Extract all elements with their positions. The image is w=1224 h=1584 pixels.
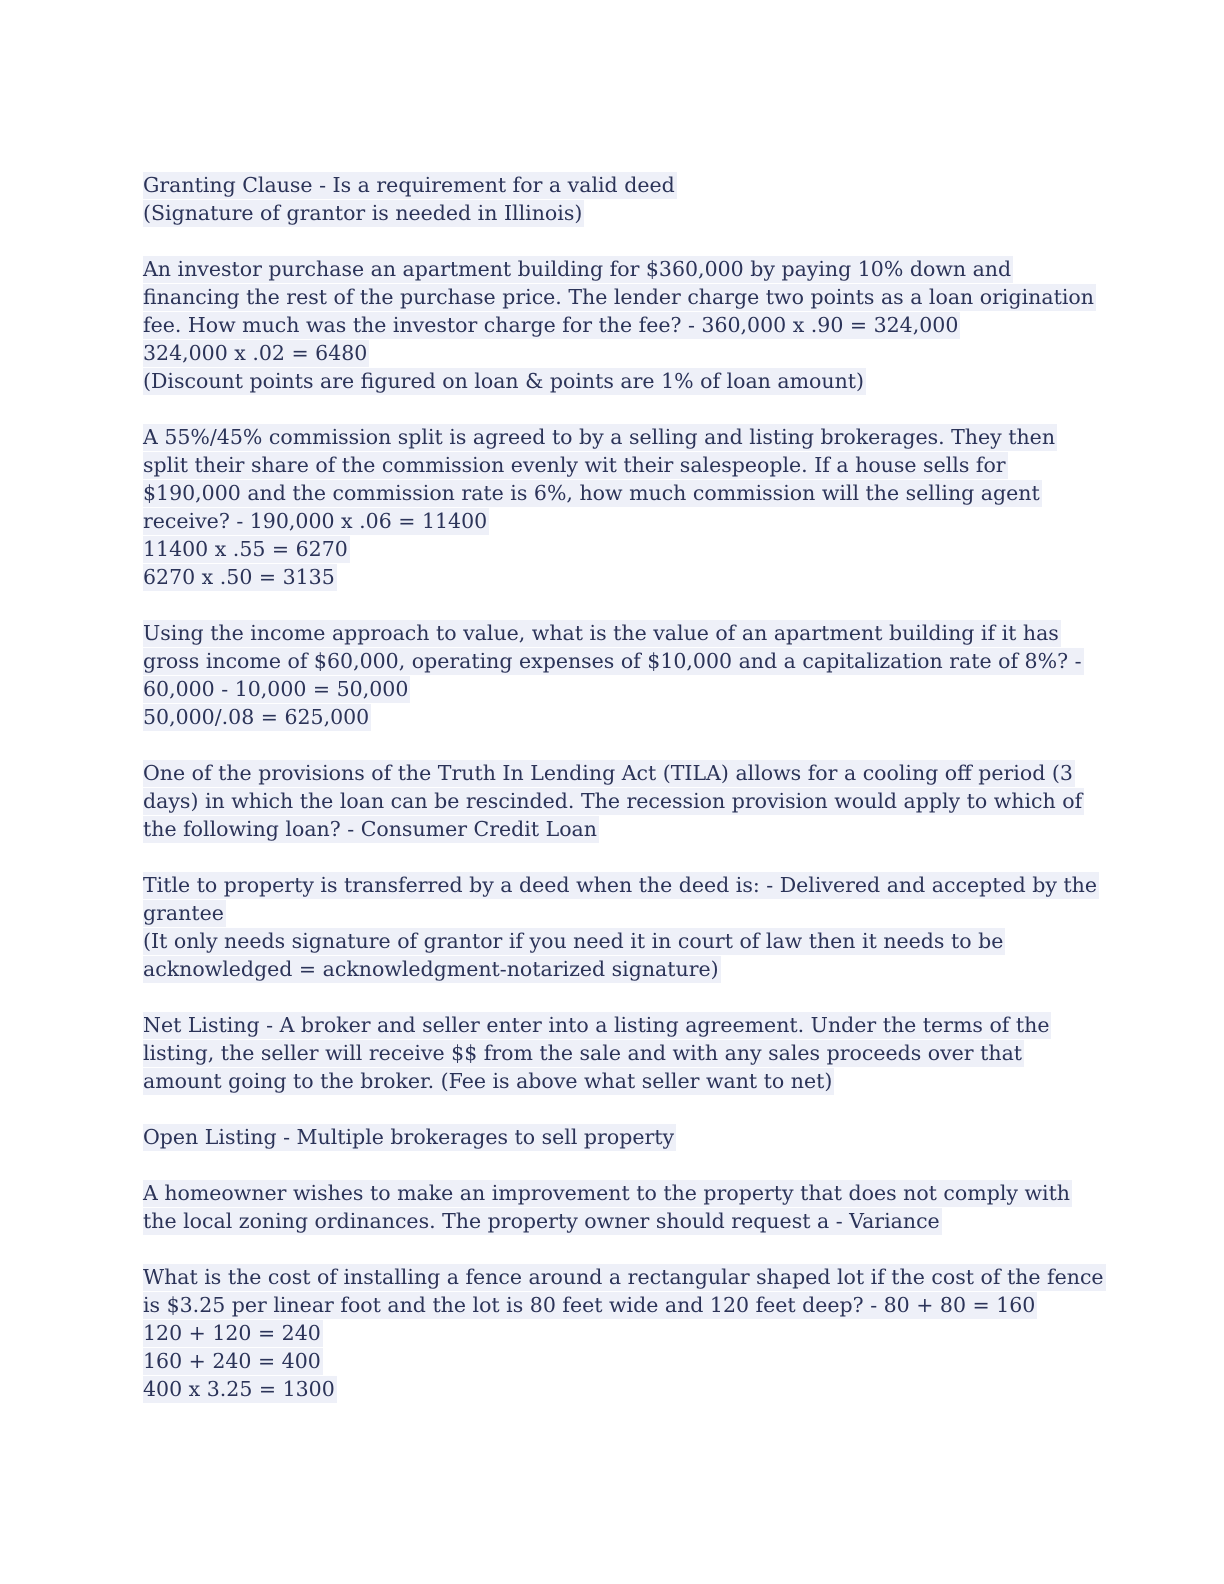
text-line: Using the income approach to value, what is the value of an apartment building if it has (143, 621, 1059, 645)
text-line: 60,000 - 10,000 = 50,000 (143, 677, 409, 701)
text-line: amount going to the broker. (Fee is above what seller want to net) (143, 1069, 833, 1093)
note-loan-points (143, 255, 1094, 395)
document-page (143, 171, 1104, 1431)
text-line: (Signature of grantor is needed in Illinois) (143, 201, 583, 225)
note-net-listing (143, 1011, 1083, 1095)
text-line: is $3.25 per linear foot and the lot is 80 feet wide and 120 feet deep? - 80 + 80 = 160 (143, 1293, 1036, 1317)
text-line: Net Listing - A broker and seller enter into a listing agreement. Under the terms of the (143, 1013, 1050, 1037)
note-income-approach (143, 619, 1083, 731)
text-line: financing the rest of the purchase price. The lender charge two points as a loan origination (143, 285, 1094, 309)
text-line: One of the provisions of the Truth In Lending Act (TILA) allows for a cooling off period (3 (143, 761, 1073, 785)
text-line: the following loan? - Consumer Credit Loan (143, 817, 597, 841)
note-variance (143, 1179, 1083, 1235)
text-line: receive? - 190,000 x .06 = 11400 (143, 509, 488, 533)
text-line: gross income of $60,000, operating expenses of $10,000 and a capitalization rate of 8%? - (143, 649, 1082, 673)
text-line: 324,000 x .02 = 6480 (143, 341, 368, 365)
text-line: 160 + 240 = 400 (143, 1349, 321, 1373)
text-line: 400 x 3.25 = 1300 (143, 1377, 335, 1401)
note-granting-clause (143, 171, 1083, 227)
text-line: Open Listing - Multiple brokerages to sell property (143, 1125, 675, 1149)
text-line: days) in which the loan can be rescinded. The recession provision would apply to which of (143, 789, 1083, 813)
text-line: A 55%/45% commission split is agreed to by a selling and listing brokerages. They then (143, 425, 1056, 449)
text-line: 11400 x .55 = 6270 (143, 537, 348, 561)
note-tila (143, 759, 1083, 843)
text-line: 50,000/.08 = 625,000 (143, 705, 370, 729)
text-line: the local zoning ordinances. The property owner should request a - Variance (143, 1209, 940, 1233)
text-line: 6270 x .50 = 3135 (143, 565, 335, 589)
text-line: An investor purchase an apartment building for $360,000 by paying 10% down and (143, 257, 1012, 281)
text-line: split their share of the commission evenly wit their salespeople. If a house sells for (143, 453, 1006, 477)
note-commission-split (143, 423, 1083, 591)
text-line: $190,000 and the commission rate is 6%, how much commission will the selling agent (143, 481, 1040, 505)
text-line: 120 + 120 = 240 (143, 1321, 321, 1345)
note-fence-cost (143, 1263, 1104, 1403)
text-line: A homeowner wishes to make an improvement to the property that does not comply with (143, 1181, 1071, 1205)
text-line: What is the cost of installing a fence around a rectangular shaped lot if the cost of the fence (143, 1265, 1104, 1289)
text-line: (It only needs signature of grantor if you need it in court of law then it needs to be (143, 929, 1004, 953)
note-open-listing (143, 1123, 1083, 1151)
text-line: Title to property is transferred by a deed when the deed is: - Delivered and accepted by the (143, 873, 1098, 897)
text-line: grantee (143, 901, 224, 925)
note-deed-transfer (143, 871, 1098, 983)
text-line: acknowledged = acknowledgment-notarized signature) (143, 957, 719, 981)
text-line: (Discount points are figured on loan & points are 1% of loan amount) (143, 369, 865, 393)
text-line: fee. How much was the investor charge for the fee? - 360,000 x .90 = 324,000 (143, 313, 959, 337)
text-line: Granting Clause - Is a requirement for a valid deed (143, 173, 675, 197)
text-line: listing, the seller will receive $$ from the sale and with any sales proceeds over that (143, 1041, 1023, 1065)
